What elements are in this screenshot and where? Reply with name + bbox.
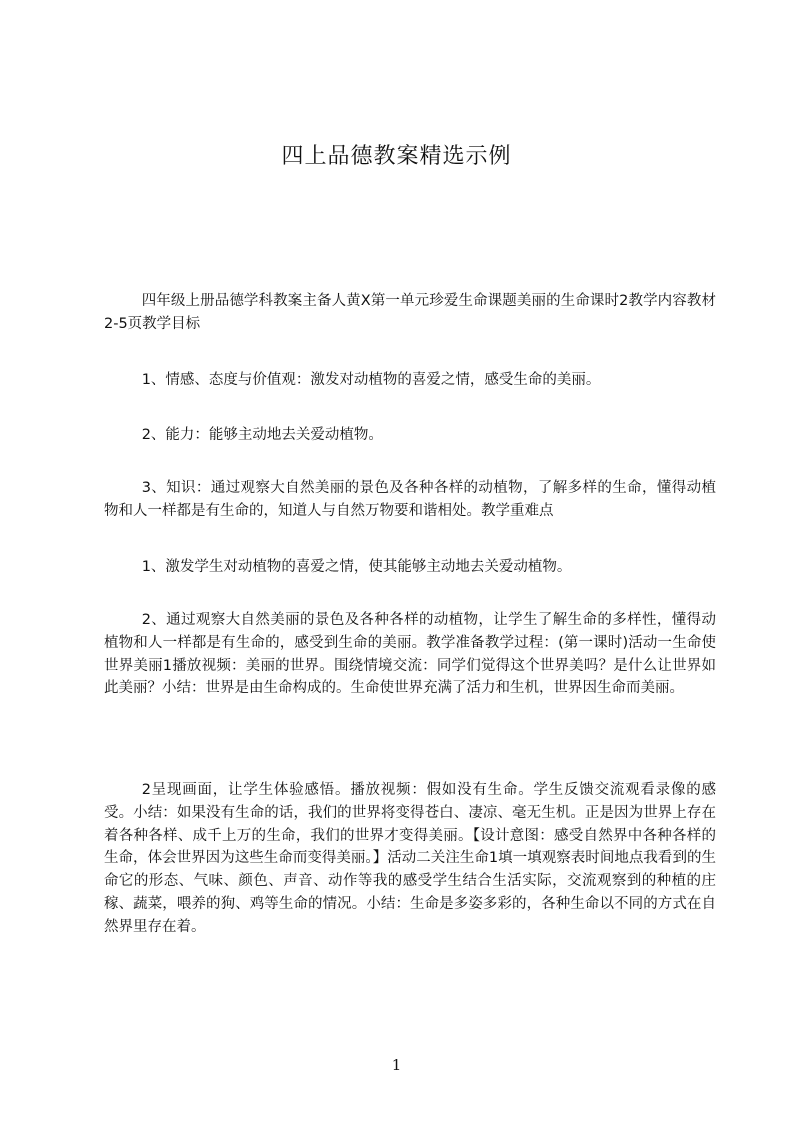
- document-title: 四上品德教案精选示例: [281, 144, 512, 169]
- paragraph-intro: 四年级上册品德学科教案主备人黄X第一单元珍爱生命课题美丽的生命课时2教学内容教材2-5页教学目标: [104, 293, 716, 332]
- paragraph-key-point-1: 1、激发学生对动植物的喜爱之情，使其能够主动地去关爱动植物。: [141, 559, 572, 575]
- paragraph-objective-knowledge: 3、知识：通过观察大自然美丽的景色及各种各样的动植物，了解多样的生命，懂得动植物和人一样都是有生命的，知道人与自然万物要和谐相处。教学重难点: [104, 480, 716, 519]
- page-number: 1: [391, 1056, 402, 1074]
- paragraph-objective-ability: 2、能力：能够主动地去关爱动植物。: [141, 427, 383, 443]
- paragraph-key-point-2: 2、通过观察大自然美丽的景色及各种各样的动植物，让学生了解生命的多样性，懂得动植物和人一样都是有生命的，感受到生命的美丽。教学准备教学过程：(第一课时)活动一生命使世界美丽1播放视频：美丽的世界。围绕情境交流：同学们觉得这个世界美吗？是什么让世界如此美丽？小结：世界是由生命构成的。生命使世界充满了活力和生机，世界因生命而美丽。: [104, 612, 716, 697]
- paragraph-activity: 2呈现画面，让学生体验感悟。播放视频：假如没有生命。学生反馈交流观看录像的感受。小结：如果没有生命的话，我们的世界将变得苍白、凄凉、毫无生机。正是因为世界上存在着各种各样、成千上万的生命，我们的世界才变得美丽。【设计意图：感受自然界中各种各样的生命，体会世界因为这些生命而变得美丽。】活动二关注生命1填一填观察表时间地点我看到的生命它的形态、气味、颜色、声音、动作等我的感受学生结合生活实际，交流观察到的种植的庄稼、蔬菜，喂养的狗、鸡等生命的情况。小结：生命是多姿多彩的，各种生命以不同的方式在自然界里存在着。: [104, 782, 716, 935]
- paragraph-objective-emotion: 1、情感、态度与价值观：激发对动植物的喜爱之情，感受生命的美丽。: [141, 372, 601, 388]
